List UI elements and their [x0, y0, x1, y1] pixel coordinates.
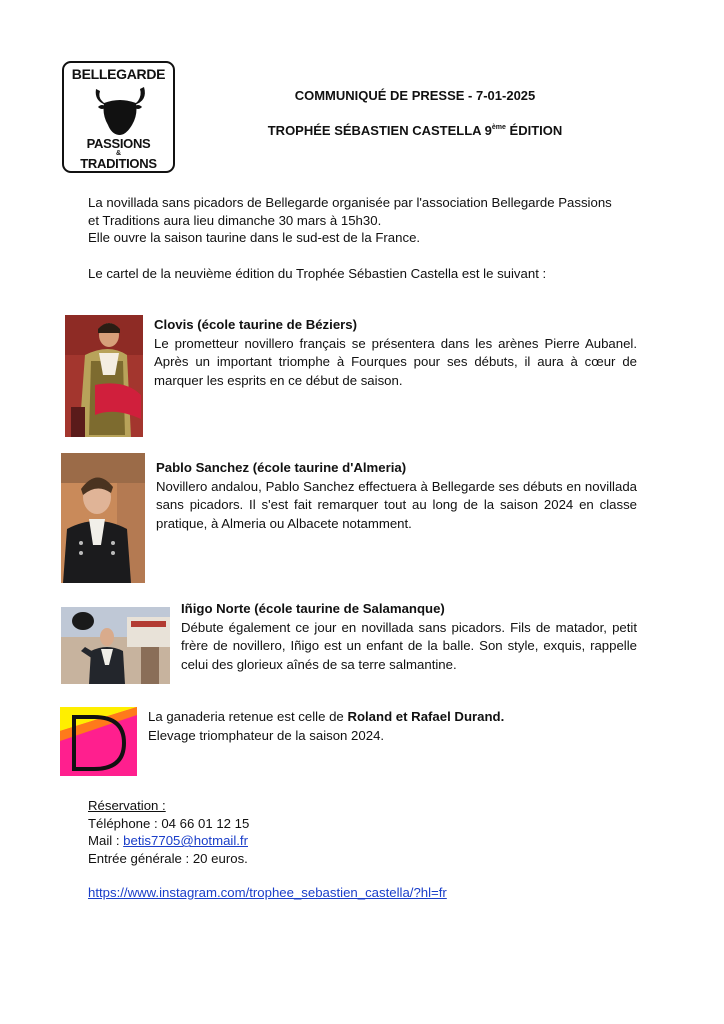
intro-paragraph — [88, 194, 648, 247]
press-release-heading: COMMUNIQUÉ DE PRESSE - 7-01-2025 — [294, 88, 536, 103]
intro-line-2: et Traditions aura lieu dimanche 30 mars à 15h30. — [88, 212, 382, 228]
logo-line-2: PASSIONS — [86, 136, 151, 151]
ganaderia-prefix: La ganaderia retenue est celle de — [148, 709, 348, 724]
clovis-text: Le prometteur novillero français se présentera dans les arènes Pierre Aubanel. Après un important triomphe à Fourques pour ses débuts, il aura à cœur de marquer les esprits en ce début de saison. — [154, 335, 637, 388]
ganaderia-d-icon — [60, 707, 137, 776]
reservation-price: Entrée générale : 20 euros. — [88, 850, 248, 866]
ganaderia-line-1 — [148, 708, 628, 727]
instagram-line — [88, 884, 648, 902]
inigo-norte-text: Débute également ce jour en novillada sans picadors. Fils de matador, petit frère de novillero, Iñigo est un enfant de la balle. Son style, exquis, rappelle celui des glorieux aînés de sa terre salmantine. — [181, 619, 637, 672]
ganaderia-line-2: Elevage triomphateur de la saison 2024. — [148, 727, 385, 743]
ganaderia-text — [148, 708, 628, 745]
logo-line-3: TRADITIONS — [80, 156, 157, 171]
bull-head-icon — [92, 83, 148, 137]
cartel-intro: Le cartel de la neuvième édition du Trophée Sébastien Castella est le suivant : — [88, 266, 547, 281]
trophy-title-end: ÉDITION — [505, 123, 563, 138]
email-link[interactable]: betis7705@hotmail.fr — [123, 833, 248, 849]
reservation-block — [88, 797, 548, 867]
clovis-name: Clovis (école taurine de Béziers) — [154, 317, 358, 332]
inigo-norte-bio — [181, 600, 637, 674]
trophy-title-main: TROPHÉE SÉBASTIEN CASTELLA 9 — [267, 123, 492, 138]
pablo-sanchez-name: Pablo Sanchez (école taurine d'Almeria) — [156, 460, 407, 475]
instagram-link[interactable]: https://www.instagram.com/trophee_sebastien_castella/?hl=fr — [88, 885, 447, 900]
ganaderia-breeder: Roland et Rafael Durand. — [347, 709, 505, 724]
inigo-norte-name: Iñigo Norte (école taurine de Salamanque) — [181, 601, 445, 616]
clovis-photo — [65, 315, 143, 437]
mail-label: Mail : — [88, 833, 124, 849]
clovis-bio — [154, 316, 637, 390]
association-logo — [62, 61, 175, 173]
intro-line-3: Elle ouvre la saison taurine dans le sud-est de la France. — [88, 230, 421, 245]
pablo-sanchez-text: Novillero andalou, Pablo Sanchez effectuera à Bellegarde ses débuts en novillada sans picadors. Il s'est fait remarquer tout au long de la saison 2024 en classe pratique, à Almeria ou Albacete notamment. — [156, 478, 637, 531]
pablo-sanchez-photo — [61, 453, 145, 583]
inigo-norte-photo — [61, 607, 170, 684]
reservation-phone: Téléphone : 04 66 01 12 15 — [88, 815, 250, 831]
intro-line-1: La novillada sans picadors de Bellegarde organisée par l'association Bellegarde Passions — [88, 195, 612, 210]
pablo-sanchez-bio — [156, 459, 637, 533]
trophy-title-sup: ème — [491, 124, 506, 131]
trophy-title — [215, 123, 615, 138]
logo-ampersand: & — [115, 150, 122, 157]
ganaderia-logo — [60, 707, 137, 776]
reservation-heading: Réservation : — [88, 798, 166, 813]
logo-line-1: BELLEGARDE — [71, 66, 166, 82]
reservation-mail-line — [88, 832, 548, 850]
